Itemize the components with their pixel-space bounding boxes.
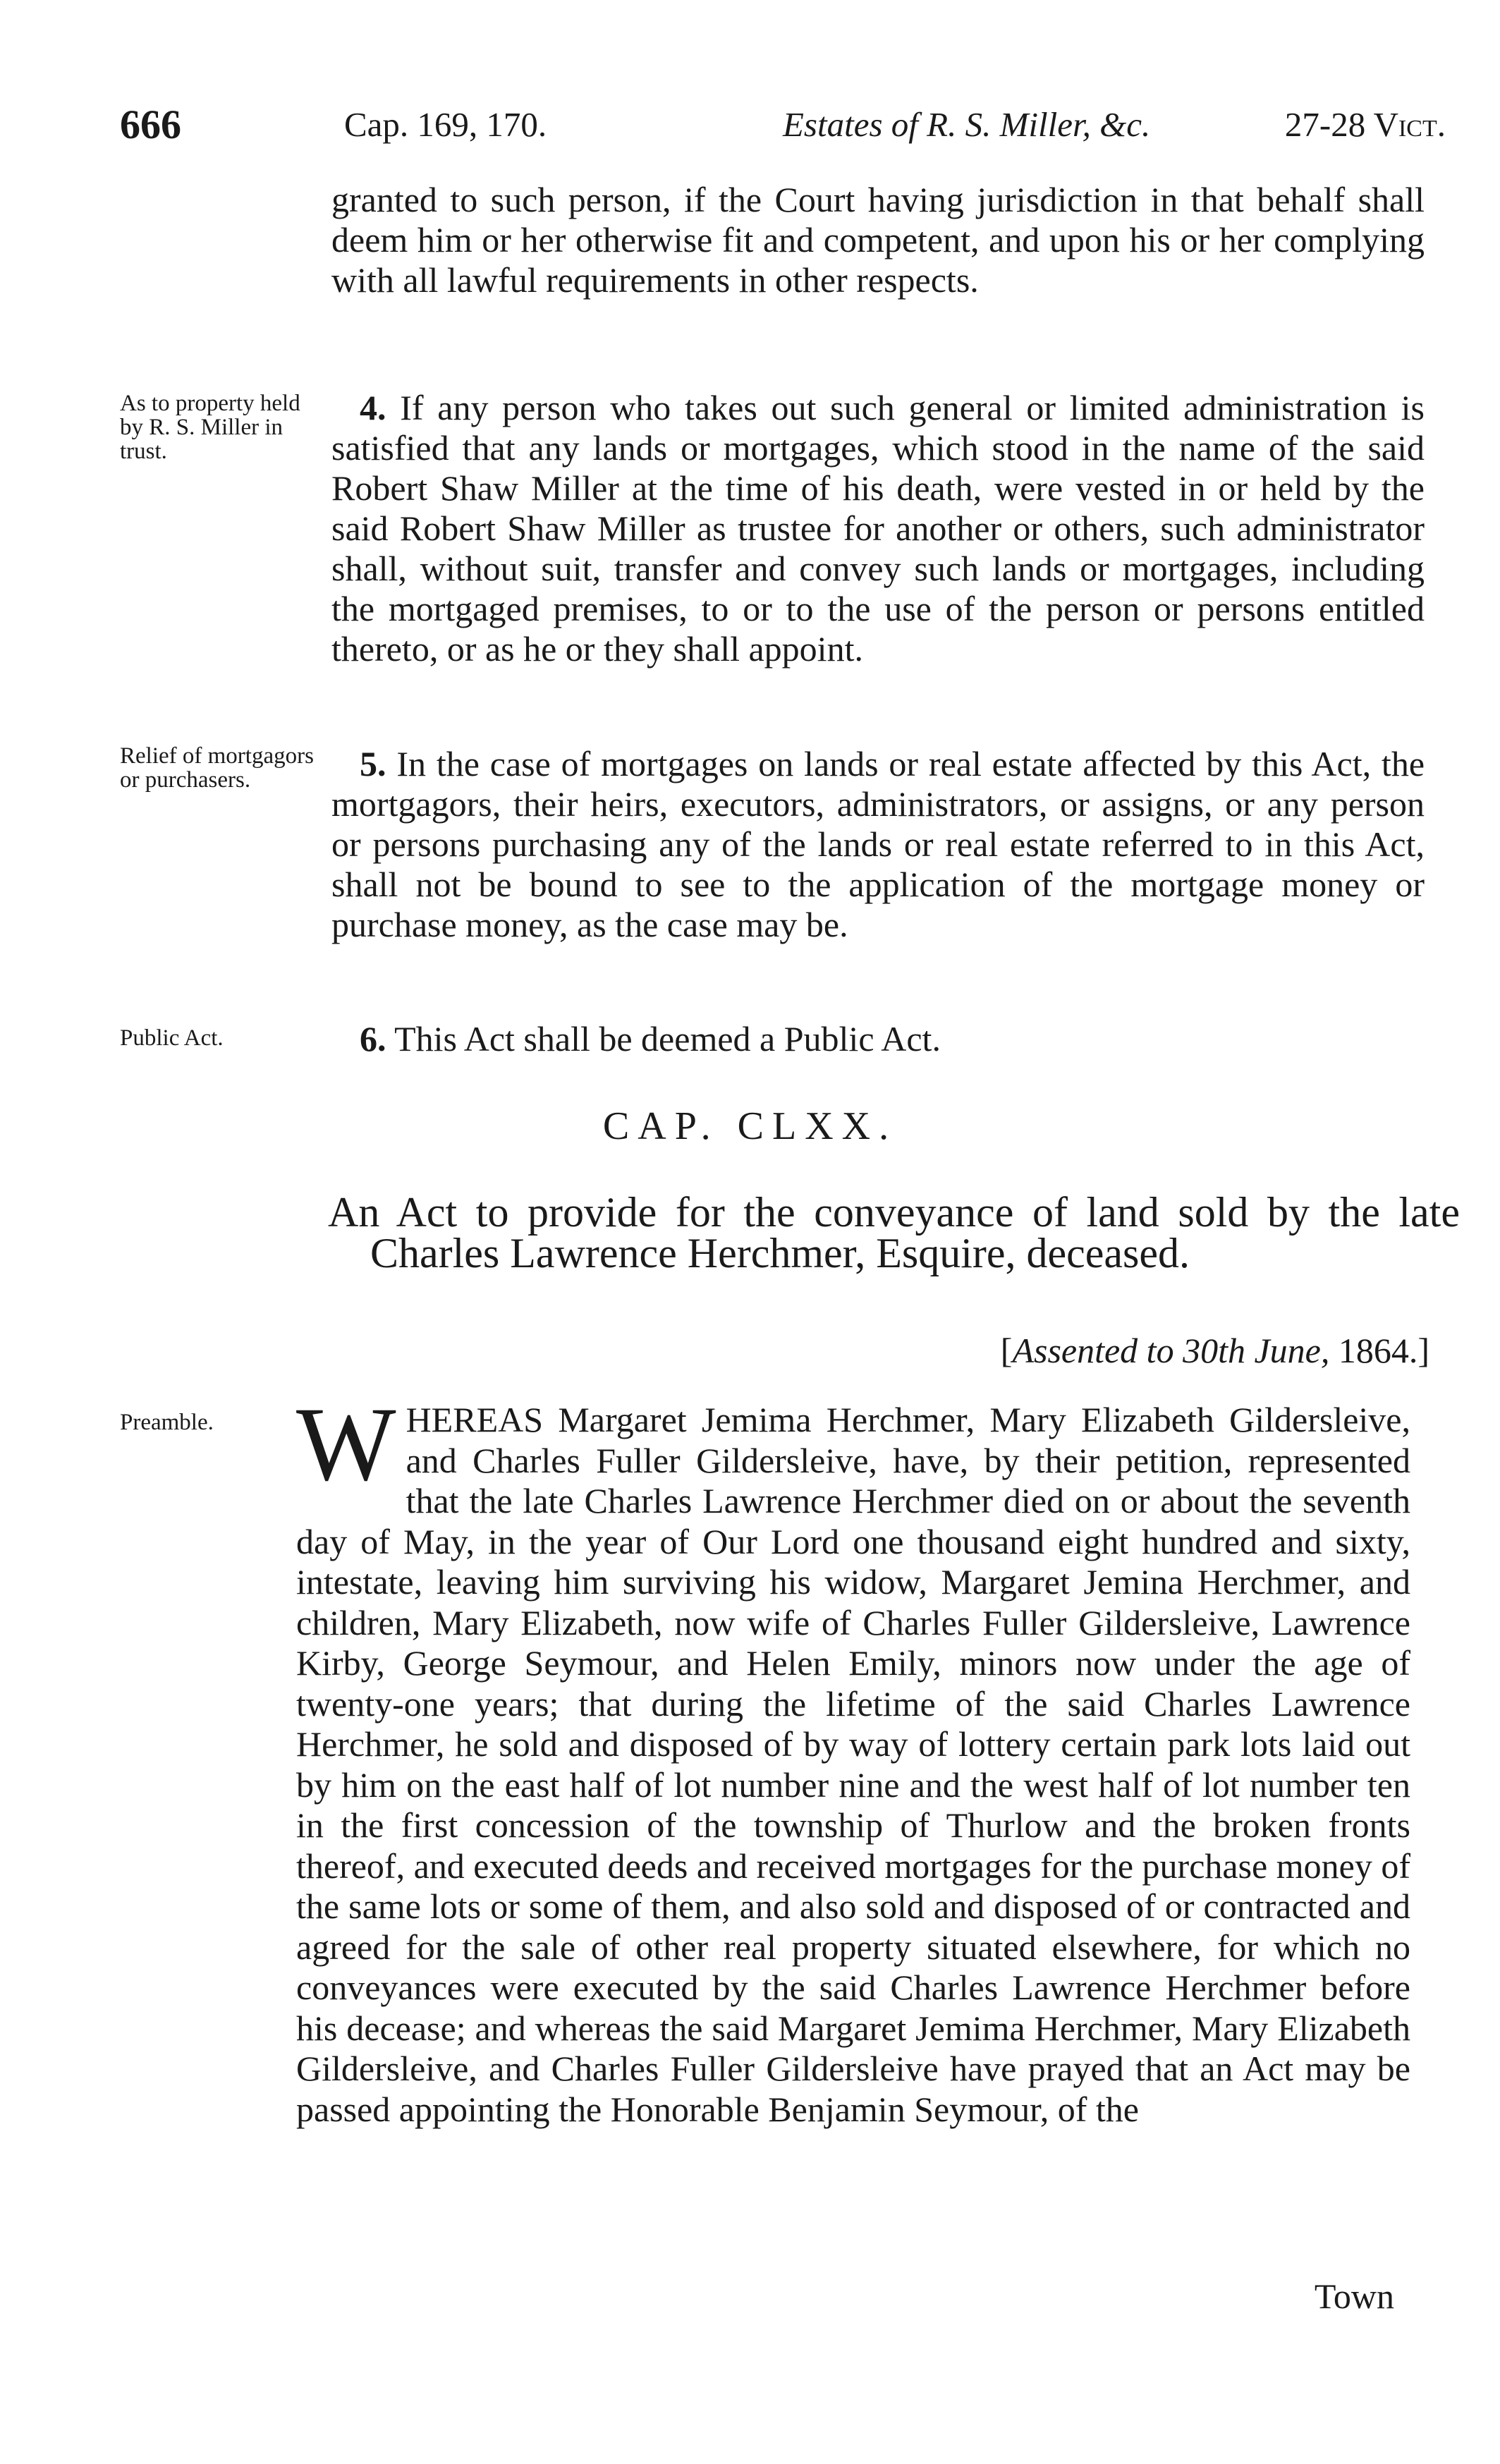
- act-title: An Act to provide for the conveyance of land sold by the late Charles Lawrence Herchmer, Esquire, deceased.: [328, 1189, 1460, 1276]
- continuation-paragraph: granted to such person, if the Court having jurisdiction in that behalf shall deem him or her otherwise fit and competent, and upon his or her complying with all lawful requirements in other respects.: [331, 180, 1425, 300]
- marginal-note-section-4: As to property held by R. S. Miller in trust.: [120, 391, 300, 464]
- preamble-text: Margaret Jemima Herchmer, Mary Elizabeth Gildersleive, and Charles Fuller Gildersleive, have, by their petition, represented that the late Charles Lawrence Herchmer died on or about the seventh day of May, in the year of Our Lord one thousand eight hundred and sixty, intestate, leaving him surviving his widow, Margaret Jemina Herchmer, and children, Mary Elizabeth, now wife of Charles Fuller Gildersleive, Lawrence Kirby, George Seymour, and Helen Emily, minors now under the age of twenty-one years; that during the lifetime of the said Charles Lawrence Herchmer, he sold and disposed of by way of lottery certain park lots laid out by him on the east half of lot number nine and the west half of lot number ten in the first concession of the township of Thurlow and the broken fronts thereof, and executed deeds and received mortgages for the purchase money of the same lots or some of them, and also sold and disposed of or contracted and agreed for the sale of other real property situated elsewhere, for which no conveyances were executed by the said Charles Lawrence Herchmer before his decease; and whereas the said Margaret Jemima Herchmer, Mary Elizabeth Gildersleive, and Charles Fuller Gildersleive have prayed that an Act may be passed appointing the Honorable Benjamin Seymour, of the: [296, 1400, 1410, 2129]
- marginal-note-preamble: Preamble.: [120, 1410, 214, 1435]
- section-text: This Act shall be deemed a Public Act.: [394, 1019, 941, 1059]
- page-number: 666: [120, 102, 181, 147]
- marginal-note-section-5: Relief of mortgagors or purchasers.: [120, 743, 314, 793]
- assent-bracket: [: [1000, 1331, 1013, 1370]
- regnal-year: 27-28 Vict.: [1284, 105, 1446, 144]
- preamble-lead-word: HEREAS: [406, 1400, 544, 1439]
- assent-date: [1001, 1329, 1429, 1372]
- running-title: Estates of R. S. Miller, &c.: [783, 105, 1151, 144]
- marginal-note-section-6: Public Act.: [120, 1025, 224, 1051]
- section-4: [331, 388, 1425, 669]
- section-6: [331, 1019, 1425, 1059]
- chapter-heading: CAP. CLXX.: [602, 1104, 898, 1148]
- running-header: [120, 100, 1446, 150]
- section-number: 6.: [360, 1019, 386, 1059]
- chapter-reference: Cap. 169, 170.: [344, 105, 547, 144]
- drop-cap: W: [296, 1386, 396, 1503]
- assent-year: 1864.]: [1338, 1331, 1429, 1370]
- catchword: Town: [1314, 2276, 1394, 2316]
- assent-text: Assented to 30th June,: [1012, 1331, 1330, 1370]
- preamble-paragraph: [296, 1386, 1410, 2130]
- section-text: In the case of mortgages on lands or real estate affected by this Act, the mortgagors, their heirs, executors, administrators, or assigns, or any person or persons purchasing any of the lands or real estate referred to in this Act, shall not be bound to see to the application of the mortgage money or purchase money, as the case may be.: [331, 744, 1425, 944]
- section-number: 5.: [360, 744, 386, 783]
- section-text: If any person who takes out such general or limited administration is satisfied that any lands or mortgages, which stood in the name of the said Robert Shaw Miller at the time of his death, were vested in or held by the said Robert Shaw Miller as trustee for another or others, such administrator shall, without suit, transfer and convey such lands or mortgages, including the mortgaged premises, to or to the use of the person or persons entitled thereto, or as he or they shall appoint.: [331, 388, 1425, 669]
- section-number: 4.: [360, 388, 386, 427]
- section-5: [331, 744, 1425, 945]
